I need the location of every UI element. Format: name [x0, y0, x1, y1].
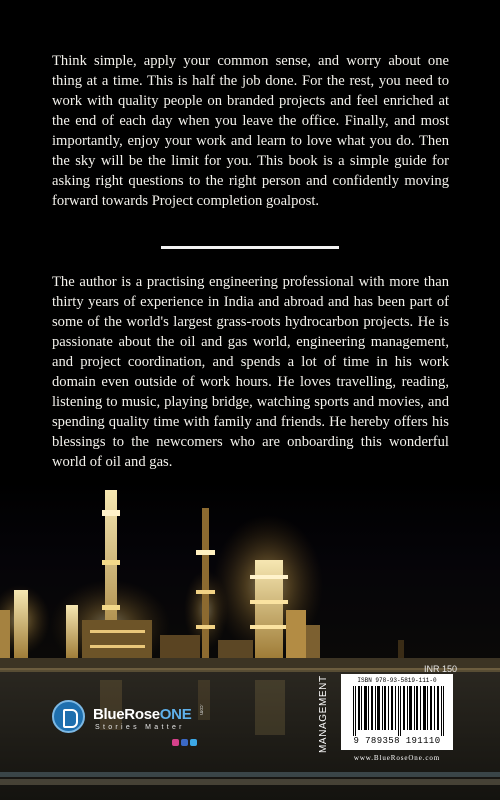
publisher-name: BlueRoseONE: [93, 706, 192, 723]
bluerose-logo-icon: [52, 700, 85, 733]
section-divider: [161, 246, 339, 249]
price-label: INR 150: [424, 664, 458, 674]
publisher-domain-suffix: .com: [198, 704, 204, 715]
isbn-label: ISBN 978-93-5819-111-0: [357, 677, 437, 684]
publisher-tagline: Stories Matter: [95, 724, 185, 731]
book-blurb: Think simple, apply your common sense, and worry about one thing at a time. This is half the job done. For the rest, you need to work with quality people on branded projects and feel enriched at the end of each day when you leave the office. Finally, and most importantly, enjoy your work and learn to love what you do. Then the sky will be the limit for you. This book is a simple guide for asking right questions to the right person and confidently moving forward towards Project completion goalpost.: [52, 53, 449, 209]
barcode-bars: [353, 686, 445, 736]
publisher-website: www.BlueRoseOne.com: [353, 754, 441, 762]
category-label: MANAGEMENT: [318, 675, 329, 753]
isbn-digits: 9 789358 191110: [353, 736, 441, 746]
author-bio: The author is a practising engineering professional with more than thirty years of experience in India and abroad and has been part of some of the world's largest grass-roots hydrocarbon projects. He is passionate about the oil and gas world, engineering management, and project coordination, and spends a lot of time in his work domain even outside of work hours. He loves travelling, reading, listening to music, playing bridge, watching sports and movies, and spending quality time with family and friends. He hereby offers his blessings to the newcomers who are onboarding this wonderful world of oil and gas.: [52, 274, 449, 470]
social-icons: [172, 733, 199, 742]
instagram-icon: [172, 739, 179, 746]
publisher-brand: [52, 700, 212, 745]
isbn-barcode: [341, 674, 453, 750]
twitter-icon: [190, 739, 197, 746]
facebook-icon: [181, 739, 188, 746]
refinery-night-image: [0, 480, 500, 800]
